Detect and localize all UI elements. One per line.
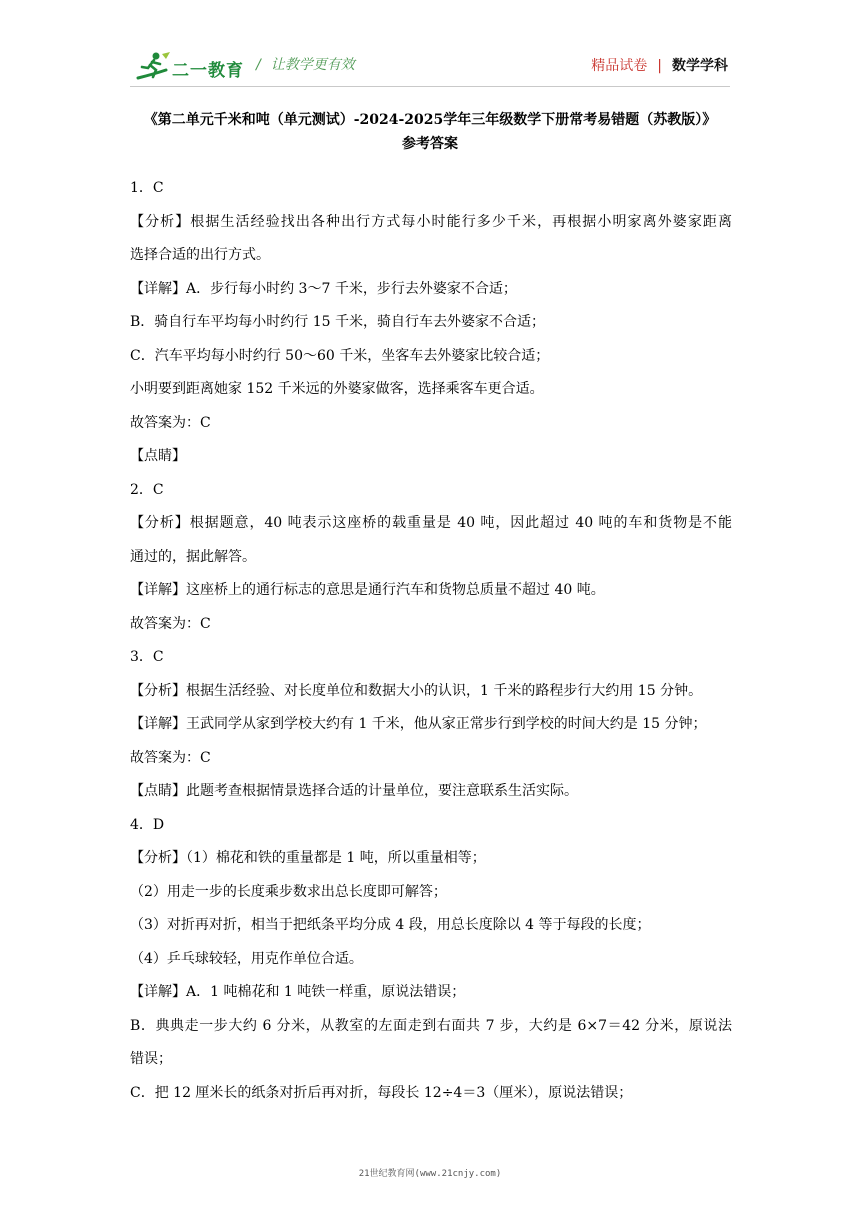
slogan-text: 让教学更有效 [270, 57, 355, 73]
text-line: 【点睛】此题考查根据情景选择合适的计量单位，要注意联系生活实际。 [130, 783, 578, 799]
text-line: 【详解】A．1 吨棉花和 1 吨铁一样重，原说法错误； [130, 984, 466, 1000]
text-line: 【分析】根据生活经验、对长度单位和数据大小的认识，1 千米的路程步行大约用 15 分钟。 [130, 682, 703, 699]
slogan: / 让教学更有效 [256, 57, 355, 73]
text-line: 选择合适的出行方式。 [130, 247, 270, 263]
text-line: （2）用走一步的长度乘步数求出总长度即可解答； [130, 883, 447, 900]
text-line: （4）乒乓球较轻，用克作单位合适。 [130, 950, 363, 967]
subject-badge: 精品试卷 | 数学学科 [591, 58, 728, 74]
text-line: 故答案为：C [130, 615, 211, 632]
text-line: （3）对折再对折，相当于把纸条平均分成 4 段，用总长度除以 4 等于每段的长度； [130, 917, 651, 933]
page-footer: 21世纪教育网(www.21cnjy.com) [358, 1169, 502, 1179]
text-line: 故答案为：C [130, 414, 211, 431]
text-line: 【点睛】 [130, 448, 186, 464]
text-line: 【详解】A．步行每小时约 3～7 千米，步行去外婆家不合适； [130, 280, 517, 297]
document-title [100, 108, 760, 156]
title-line-2: 参考答案 [402, 136, 458, 152]
text-line: 【分析】根据题意，40 吨表示这座桥的载重量是 40 吨，因此超过 40 吨的车和货物是不能 [130, 515, 732, 531]
text-line: 【分析】（1）棉花和铁的重量都是 1 吨，所以重量相等； [130, 850, 486, 866]
badge-premium: 精品试卷 [591, 58, 648, 74]
text-line: C．把 12 厘米长的纸条对折后再对折，每段长 12÷4＝3（厘米），原说法错误； [130, 1084, 633, 1101]
text-line: B．骑自行车平均每小时约行 15 千米，骑自行车去外婆家不合适； [130, 314, 546, 330]
text-line: 错误； [130, 1051, 172, 1067]
logo-text: 二一教育 [172, 61, 244, 81]
text-line: 2．C [130, 481, 164, 498]
header-divider [130, 86, 730, 87]
text-line: 4．D [130, 816, 165, 833]
runner-logo-icon [136, 50, 172, 82]
text-line: 【分析】根据生活经验找出各种出行方式每小时能行多少千米，再根据小明家离外婆家距离 [130, 213, 732, 230]
title-line-1: 《第二单元千米和吨（单元测试）-2024-2025学年三年级数学下册常考易错题（苏教版）》 [143, 112, 717, 128]
text-line: C．汽车平均每小时约行 50～60 千米，坐客车去外婆家比较合适； [130, 347, 550, 364]
text-line: 1．C [130, 180, 164, 196]
text-line: 通过的，据此解答。 [130, 548, 256, 565]
text-line: 3．C [130, 649, 164, 665]
page-header [0, 0, 860, 100]
text-line: B．典典走一步大约 6 分米，从教室的左面走到右面共 7 步，大约是 6×7＝42 分米，原说法 [130, 1017, 732, 1034]
text-line: 【详解】这座桥上的通行标志的意思是通行汽车和货物总质量不超过 40 吨。 [130, 582, 605, 598]
text-line: 故答案为：C [130, 749, 211, 766]
answer-content [130, 174, 732, 1112]
badge-subject: 数学学科 [672, 58, 728, 74]
logo [136, 50, 244, 82]
text-line: 小明要到距离她家 152 千米远的外婆家做客，选择乘客车更合适。 [130, 381, 544, 397]
text-line: 【详解】王武同学从家到学校大约有 1 千米，他从家正常步行到学校的时间大约是 15 分钟； [130, 716, 707, 732]
